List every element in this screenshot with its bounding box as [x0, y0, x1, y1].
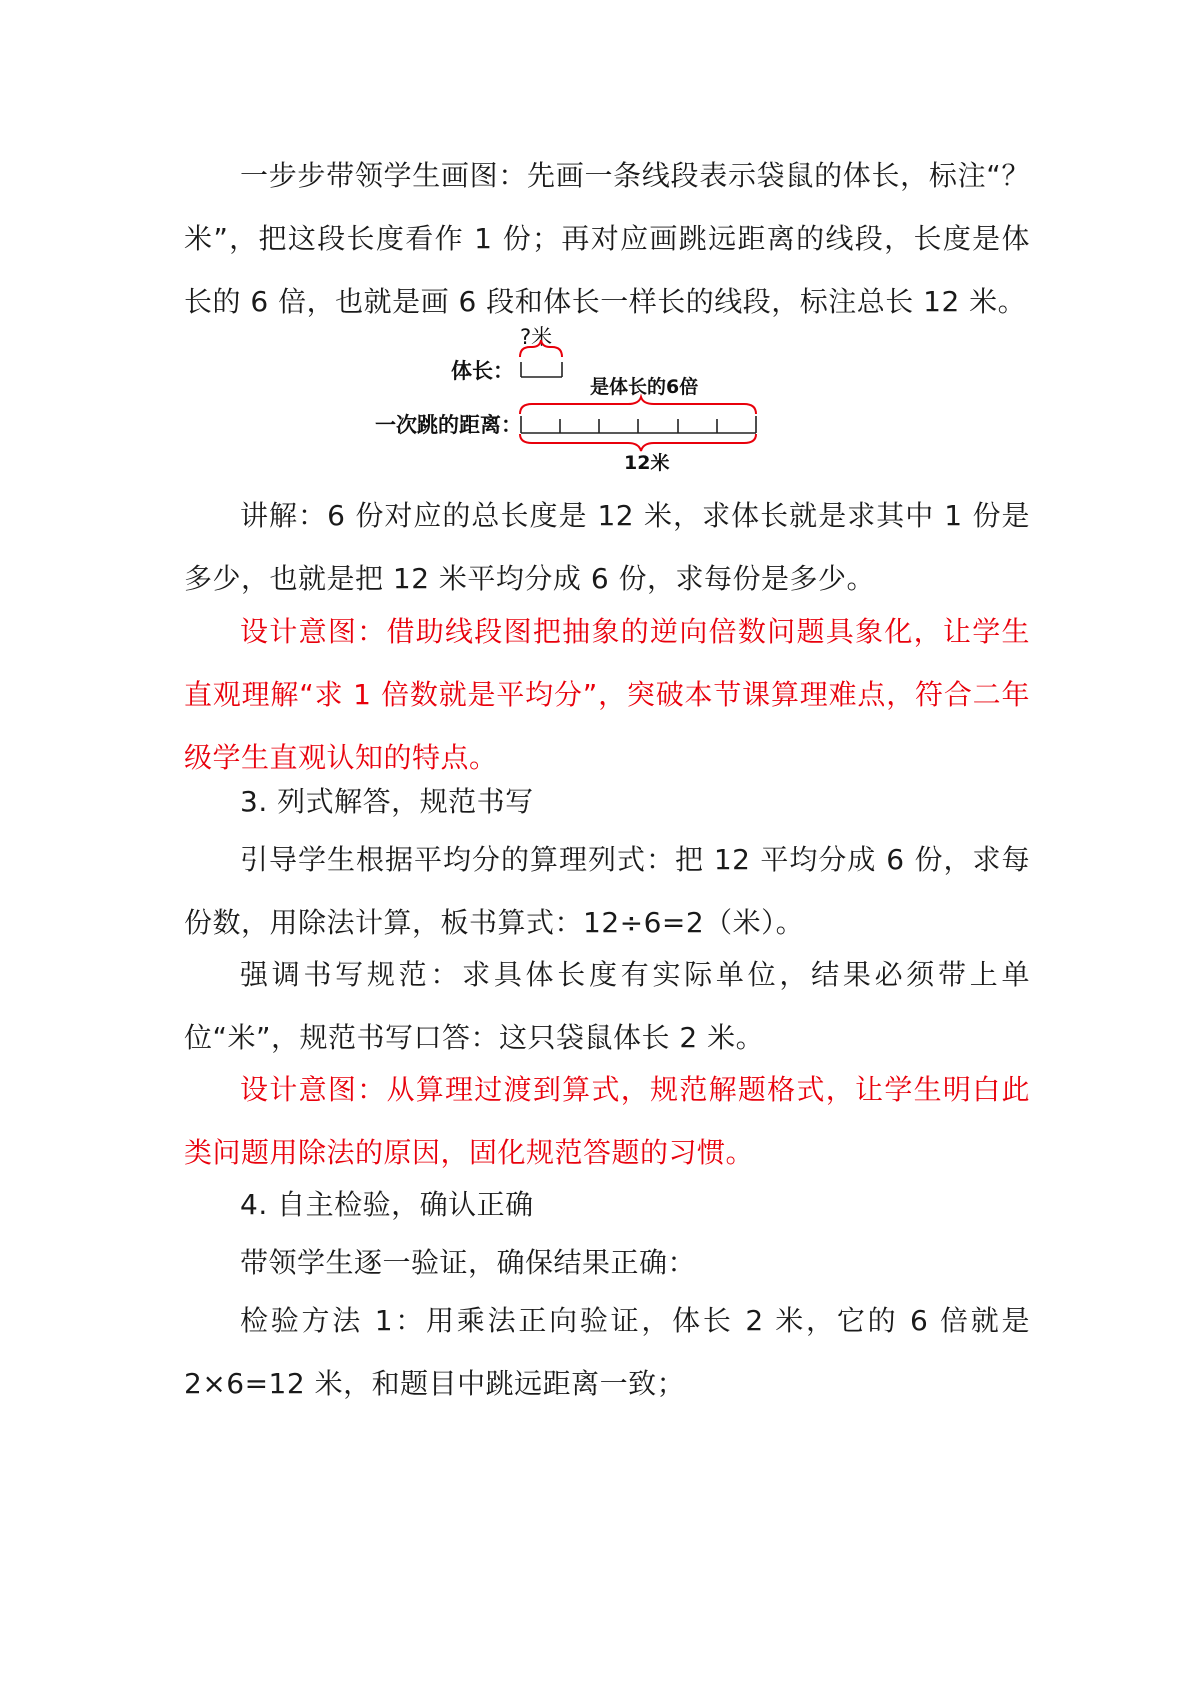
jump-top-brace: [520, 397, 756, 414]
jump-segment: [521, 416, 756, 433]
paragraph-verify-intro: 带领学生逐一验证，确保结果正确：: [240, 1246, 697, 1279]
section-heading-4: 4. 自主检验，确认正确: [240, 1188, 534, 1221]
times-label: 是体长的6倍: [590, 376, 699, 398]
section-heading-3: 3. 列式解答，规范书写: [240, 785, 534, 818]
paragraph-explanation: 讲解：6 份对应的总长度是 12 米，求体长就是求其中 1 份是多少，也就是把 12 米平均分成 6 份，求每份是多少。: [184, 499, 1030, 595]
paragraph-verify-method-1: 检验方法 1：用乘法正向验证，体长 2 米，它的 6 倍就是 2×6=12 米，和题目中跳远距离一致；: [184, 1304, 1030, 1400]
paragraph-drawing-steps: 一步步带领学生画图：先画一条线段表示袋鼠的体长，标注“？米”，把这段长度看作 1 份；再对应画跳远距离的线段，长度是体长的 6 倍，也就是画 6 段和体长一样长的线段，标注总长 12 米。: [184, 159, 1030, 318]
jump-distance-label: 一次跳的距离：: [375, 413, 522, 437]
paragraph-writing-norm: 强调书写规范：求具体长度有实际单位，结果必须带上单位“米”，规范书写口答：这只袋鼠体长 2 米。: [184, 958, 1030, 1054]
total-length-label: 12米: [624, 452, 670, 474]
body-segment: [521, 362, 562, 377]
paragraph-design-intent-2: 设计意图：从算理过渡到算式，规范解题格式，让学生明白此类问题用除法的原因，固化规范答题的习惯。: [184, 1073, 1030, 1169]
jump-bottom-brace: [520, 434, 756, 451]
unknown-length-label: ?米: [520, 325, 553, 349]
paragraph-design-intent-1: 设计意图：借助线段图把抽象的逆向倍数问题具象化，让学生直观理解“求 1 倍数就是平均分”，突破本节课算理难点，符合二年级学生直观认知的特点。: [184, 615, 1030, 774]
body-brace: [520, 340, 562, 357]
paragraph-formula: 引导学生根据平均分的算理列式：把 12 平均分成 6 份，求每份数，用除法计算，板书算式：12÷6=2（米）。: [184, 843, 1030, 939]
body-length-label: 体长：: [451, 359, 514, 383]
